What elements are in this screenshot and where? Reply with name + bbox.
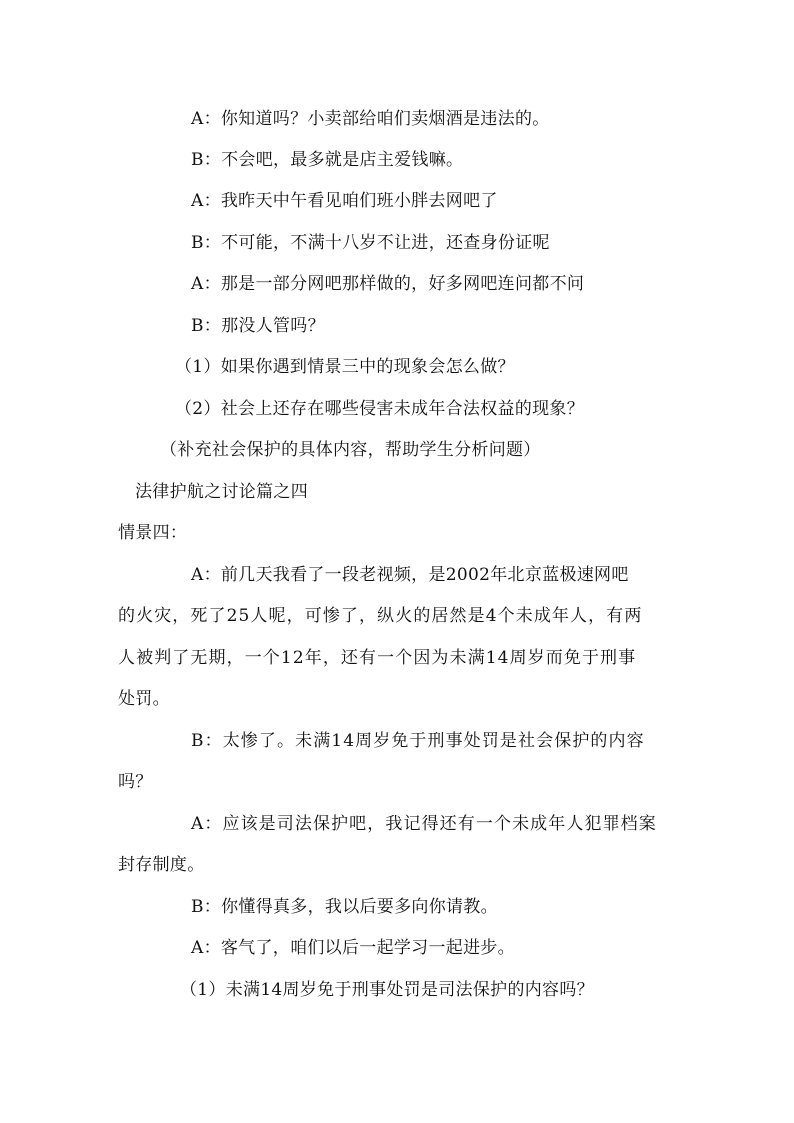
dialogue-line: A：你知道吗？小卖部给咱们卖烟酒是违法的。 <box>191 109 550 129</box>
dialogue-line: B：那没人管吗？ <box>191 316 325 336</box>
dialogue-line: 的火灾，死了25人呢，可惨了，纵火的居然是4个未成年人，有两 <box>118 606 643 626</box>
dialogue-line: B：太惨了。未满14周岁免于刑事处罚是社会保护的内容 <box>191 731 645 751</box>
teacher-note: （补充社会保护的具体内容，帮助学生分析问题） <box>160 440 541 460</box>
dialogue-line: A：我昨天中午看见咱们班小胖去网吧了 <box>191 191 498 211</box>
dialogue-line: A：前几天我看了一段老视频，是2002年北京蓝极速网吧 <box>191 565 629 585</box>
dialogue-line: B：你懂得真多，我以后要多向你请教。 <box>191 897 498 917</box>
dialogue-line: B：不可能，不满十八岁不让进，还查身份证呢 <box>191 233 550 253</box>
dialogue-line: 吗？ <box>118 772 153 792</box>
question-item: （2）社会上还存在哪些侵害未成年合法权益的现象？ <box>175 399 585 419</box>
scene-label: 情景四： <box>118 523 188 543</box>
question-item: （1）未满14周岁免于刑事处罚是司法保护的内容吗？ <box>180 980 594 1000</box>
dialogue-line: A：应该是司法保护吧，我记得还有一个未成年人犯罪档案 <box>191 814 657 834</box>
dialogue-line: B：不会吧，最多就是店主爱钱嘛。 <box>191 150 464 170</box>
dialogue-line: A：那是一部分网吧那样做的，好多网吧连问都不问 <box>191 274 585 294</box>
dialogue-line: A：客气了，咱们以后一起学习一起进步。 <box>191 938 515 958</box>
dialogue-line: 处罚。 <box>118 689 170 709</box>
dialogue-line: 封存制度。 <box>118 855 205 875</box>
section-heading: 法律护航之讨论篇之四 <box>135 482 308 502</box>
dialogue-line: 人被判了无期，一个12年，还有一个因为未满14周岁而免于刑事 <box>118 648 637 668</box>
question-item: （1）如果你遇到情景三中的现象会怎么做？ <box>175 357 515 377</box>
